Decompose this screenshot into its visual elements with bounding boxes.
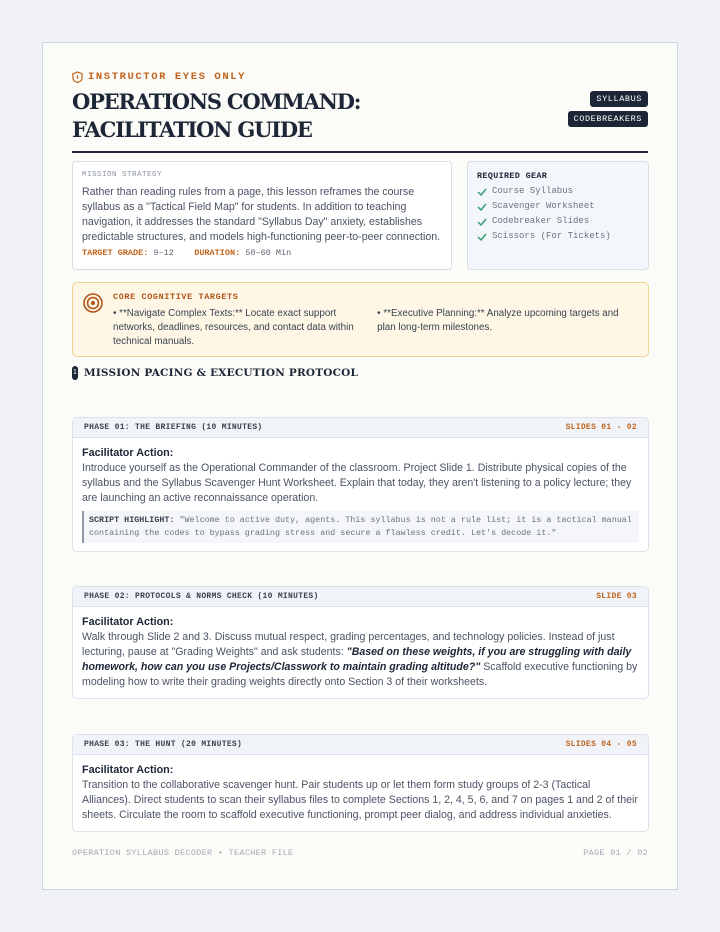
- tag-syllabus: SYLLABUS: [590, 91, 648, 107]
- phase-header: [73, 418, 648, 438]
- grade-label: TARGET GRADE:: [82, 248, 149, 258]
- phase-text: Walk through Slide 2 and 3. Discuss mutual respect, grading percentages, and technology policies. Instead of just lecturing, pause at "Grading Weights" and ask students: "Based on these weights, if you are struggling with daily homework, how can you use Projects/Classwork to maintain grading altitude?" Scaffold executive functioning by modeling how to write their grading weights directly onto Section 3 of their worksheets.: [82, 631, 638, 688]
- eyebrow: [72, 71, 246, 83]
- phase-title: PHASE 01: THE BRIEFING (10 MINUTES): [84, 423, 263, 432]
- gear-item: Scavenger Worksheet: [477, 199, 639, 214]
- page-number: PAGE 01 / 02: [583, 848, 648, 858]
- footer-left: OPERATION SYLLABUS DECODER • TEACHER FILE: [72, 848, 294, 858]
- required-gear-card: [467, 161, 649, 270]
- shield-icon: [72, 71, 83, 83]
- target-item: • **Navigate Complex Texts:** Locate exact support networks, deadlines, resources, and contact data within technical manuals.: [113, 308, 354, 347]
- check-icon: [477, 233, 487, 241]
- target-icon: [83, 293, 103, 313]
- phase-card: [72, 586, 649, 699]
- targets-list: [113, 307, 636, 349]
- page-footer: [72, 848, 648, 858]
- mission-strategy-card: [72, 161, 452, 270]
- phase-slides: SLIDES 01 - 02: [565, 423, 637, 432]
- phase-slides: SLIDES 04 - 05: [565, 740, 637, 749]
- script-text: "Welcome to active duty, agents. This syllabus is not a rule list; it is a tactical manual containing the codes to bypass grading stress and secure a flawless credit. Let's decode it.": [89, 515, 632, 538]
- phase-text: Transition to the collaborative scavenger hunt. Pair students up or let them form study groups of 2-3 (Tactical Alliances). Direct students to scan their syllabus files to complete Sections 1, 2, 4, 5, 6, and 7 on pages 1 and 2 of their sheets. Circulate the room to scaffold executive functioning, prompt peer dialog, and address individual anxieties.: [82, 779, 638, 821]
- tag-list: [568, 91, 648, 127]
- script-highlight: [82, 511, 639, 543]
- section-heading: [72, 366, 358, 380]
- gear-item: Codebreaker Slides: [477, 214, 639, 229]
- phase-title: PHASE 03: THE HUNT (20 MINUTES): [84, 740, 243, 749]
- phase-title: PHASE 02: PROTOCOLS & NORMS CHECK (10 MINUTES): [84, 592, 319, 601]
- phase-body: [73, 607, 648, 690]
- gear-list: [477, 184, 639, 244]
- header-divider: [72, 151, 648, 153]
- phase-card: [72, 417, 649, 552]
- gear-item: Course Syllabus: [477, 184, 639, 199]
- duration-value: 50–60 Min: [245, 248, 292, 258]
- facilitator-action-label: Facilitator Action:: [82, 764, 174, 776]
- phase-header: [73, 587, 648, 607]
- target-item: • **Executive Planning:** Analyze upcoming targets and plan long-term milestones.: [377, 308, 619, 333]
- section-title: MISSION PACING & EXECUTION PROTOCOL: [84, 367, 359, 379]
- facilitator-action-label: Facilitator Action:: [82, 616, 174, 628]
- cognitive-targets-card: [72, 282, 649, 357]
- targets-title: CORE COGNITIVE TARGETS: [113, 292, 239, 302]
- duration-label: DURATION:: [194, 248, 241, 258]
- check-icon: [477, 188, 487, 196]
- check-icon: [477, 218, 487, 226]
- phase-slides: SLIDE 03: [596, 592, 637, 601]
- grade-value: 9–12: [153, 248, 174, 258]
- phase-header: [73, 735, 648, 755]
- check-icon: [477, 203, 487, 211]
- eyebrow-text: INSTRUCTOR EYES ONLY: [88, 71, 247, 83]
- strategy-text: Rather than reading rules from a page, this lesson reframes the course syllabus as a "Tactical Field Map" for students. In addition to teaching navigation, it addresses the standard "Syllabus Day" anxiety, establishes predictable structures, and models high-functioning peer-to-peer connection.: [82, 186, 441, 243]
- facilitator-action-label: Facilitator Action:: [82, 447, 174, 459]
- discussion-question: "Based on these weights, if you are struggling with daily homework, how can you use Projects/Classwork to maintain grading altitude?": [82, 646, 632, 673]
- phase-body: [73, 755, 648, 823]
- strategy-meta: [82, 248, 442, 258]
- gear-title: REQUIRED GEAR: [477, 171, 548, 181]
- section-number-badge: 1: [72, 366, 78, 380]
- page-title: OPERATIONS COMMAND: FACILITATION GUIDE: [72, 89, 361, 142]
- phase-body: [73, 438, 648, 543]
- phase-card: [72, 734, 649, 832]
- strategy-label: MISSION STRATEGY: [82, 171, 163, 179]
- script-label: SCRIPT HIGHLIGHT:: [89, 515, 175, 525]
- page: [42, 42, 678, 890]
- gear-item: Scissors (For Tickets): [477, 229, 639, 244]
- phase-text: Introduce yourself as the Operational Commander of the classroom. Project Slide 1. Distribute physical copies of the syllabus and the Syllabus Scavenger Hunt Worksheet. Explain that today, they aren't listening to a policy lecture; they are launching an active reconnaissance operation.: [82, 462, 632, 504]
- tag-codebreakers: CODEBREAKERS: [568, 111, 648, 127]
